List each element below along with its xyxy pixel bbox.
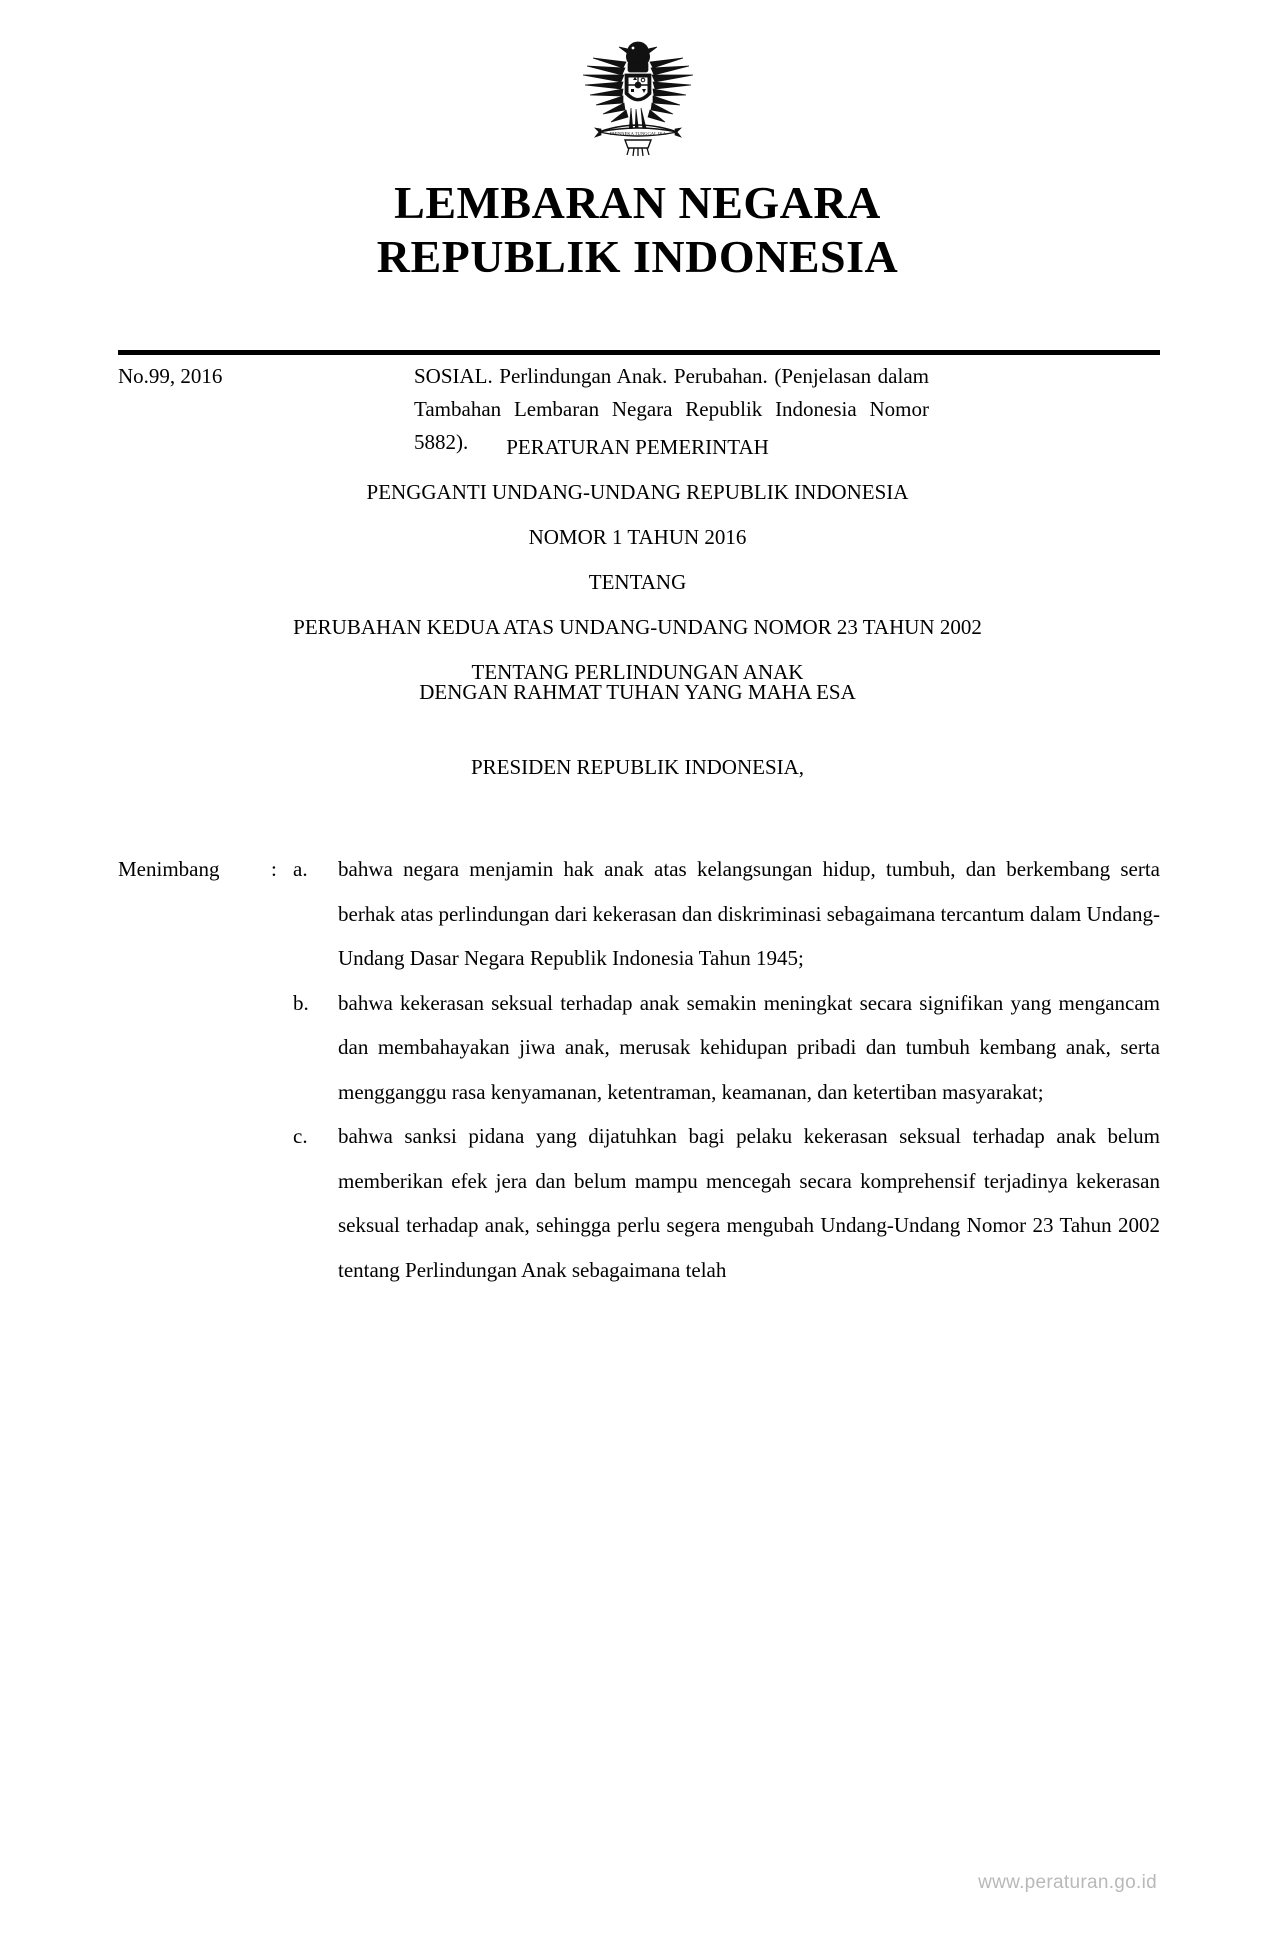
gazette-number: No.99, 2016	[118, 364, 223, 388]
title-line-2: PENGGANTI UNDANG-UNDANG REPUBLIK INDONESIA	[366, 480, 909, 504]
garuda-pancasila-emblem	[573, 36, 703, 161]
issuer-line: PRESIDEN REPUBLIK INDONESIA,	[470, 755, 805, 779]
list-item	[293, 981, 1160, 1115]
considering-items	[293, 847, 1160, 1292]
list-item-marker: c.	[293, 1124, 308, 1148]
considering-colon: :	[271, 857, 277, 881]
list-item-text: bahwa kekerasan seksual terhadap anak semakin meningkat secara signifikan yang mengancam dan membahayakan jiwa anak, merusak kehidupan pribadi dan tumbuh kembang anak, serta mengganggu rasa kenyamanan, ketentraman, keamanan, dan ketertiban masyarakat;	[338, 990, 1160, 1104]
source-watermark: www.peraturan.go.id	[978, 1872, 1157, 1893]
list-item	[293, 1114, 1160, 1292]
masthead-line-1: LEMBARAN NEGARA	[394, 177, 881, 228]
list-item	[293, 847, 1160, 981]
list-item-marker: a.	[293, 857, 308, 881]
masthead	[0, 176, 1275, 284]
list-item-text: bahwa sanksi pidana yang dijatuhkan bagi pelaku kekerasan seksual terhadap anak belum memberikan efek jera dan belum mampu mencegah secara komprehensif terjadinya kekerasan seksual terhadap anak, sehingga perlu segera mengubah Undang-Undang Nomor 23 Tahun 2002 tentang Perlindungan Anak sebagaimana telah	[338, 1124, 1160, 1282]
masthead-line-2: REPUBLIK INDONESIA	[376, 231, 899, 282]
regulation-title-block	[0, 425, 1275, 695]
emblem-motto: BHINNEKA TUNGGAL IKA	[609, 131, 666, 136]
title-line-6: TENTANG PERLINDUNGAN ANAK	[471, 660, 804, 684]
title-line-3: NOMOR 1 TAHUN 2016	[528, 525, 747, 549]
title-line-4: TENTANG	[588, 570, 687, 594]
title-line-5: PERUBAHAN KEDUA ATAS UNDANG-UNDANG NOMOR 23 TAHUN 2002	[293, 615, 982, 639]
emblem-container	[0, 36, 1275, 166]
title-line-1: PERATURAN PEMERINTAH	[506, 435, 769, 459]
list-item-text: bahwa negara menjamin hak anak atas kelangsungan hidup, tumbuh, dan berkembang serta berhak atas perlindungan dari kekerasan dan diskriminasi sebagaimana tercantum dalam Undang-Undang Dasar Negara Republik Indonesia Tahun 1945;	[338, 857, 1160, 970]
masthead-divider	[118, 350, 1160, 355]
citation-subject-text: SOSIAL. Perlindungan Anak. Perubahan. (Penjelasan dalam Tambahan Lembaran Negara Republik Indonesia Nomor 5882).	[414, 364, 929, 454]
invocation-line: DENGAN RAHMAT TUHAN YANG MAHA ESA	[419, 680, 856, 704]
list-item-marker: b.	[293, 990, 309, 1015]
considering-label: Menimbang	[118, 857, 220, 881]
